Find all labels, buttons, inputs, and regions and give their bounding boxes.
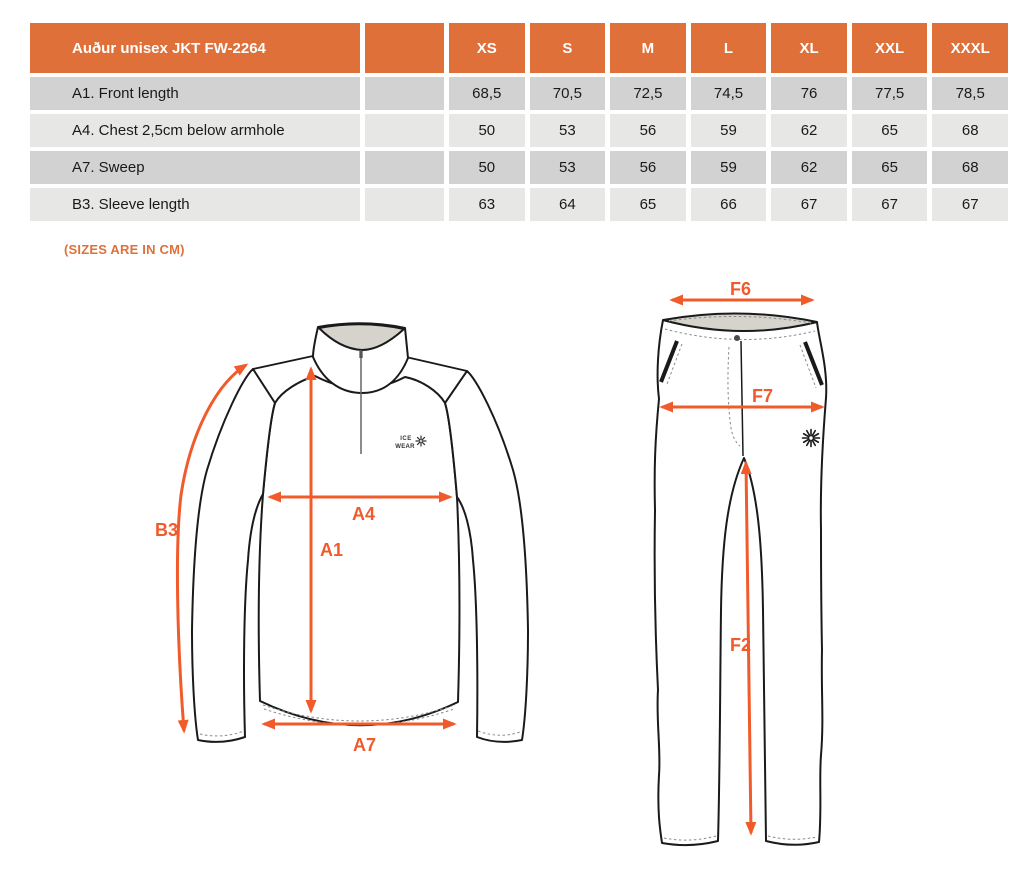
row-label: A1. Front length	[30, 77, 360, 110]
measure-label-f7: F7	[752, 386, 774, 406]
jacket-body	[259, 376, 460, 725]
cell-value: 67	[852, 188, 928, 221]
cell-value: 76	[771, 77, 847, 110]
waist-button	[734, 335, 740, 341]
logo-text-wear: WEAR	[395, 444, 415, 450]
cell-value: 65	[852, 114, 928, 147]
cell-value: 67	[771, 188, 847, 221]
jacket-diagram	[155, 323, 528, 755]
cell-value: 65	[852, 151, 928, 184]
cell-value: 65	[610, 188, 686, 221]
cell-value: 62	[771, 151, 847, 184]
row-label: B3. Sleeve length	[30, 188, 360, 221]
row-label: A4. Chest 2,5cm below armhole	[30, 114, 360, 147]
cell-value: 74,5	[691, 77, 767, 110]
pants-diagram	[655, 279, 827, 845]
cell-value: 50	[449, 114, 525, 147]
measure-label-f2: F2	[730, 635, 752, 655]
cell-value: 62	[771, 114, 847, 147]
cell-value: 68	[932, 114, 1008, 147]
size-header-xxxl: XXXL	[932, 23, 1008, 73]
cell-value: 59	[691, 114, 767, 147]
cell-value: 68,5	[449, 77, 525, 110]
cell-value: 66	[691, 188, 767, 221]
cell-value: 77,5	[852, 77, 928, 110]
table-title: Auður unisex JKT FW-2264	[30, 23, 360, 73]
cell-value: 50	[449, 151, 525, 184]
cell-value: 63	[449, 188, 525, 221]
cell-value: 68	[932, 151, 1008, 184]
left-shoulder-seam	[253, 356, 313, 369]
logo-text-ice: ICE	[400, 436, 412, 442]
cell-value: 53	[530, 151, 606, 184]
size-header-l: L	[691, 23, 767, 73]
row-label: A7. Sweep	[30, 151, 360, 184]
cell-value: 56	[610, 114, 686, 147]
measure-label-f6: F6	[730, 279, 752, 299]
cell-value: 67	[932, 188, 1008, 221]
size-header-xxl: XXL	[852, 23, 928, 73]
measure-label-a1: A1	[320, 540, 344, 560]
size-header-xl: XL	[771, 23, 847, 73]
measure-label-a7: A7	[353, 735, 377, 755]
pants-outline	[655, 320, 827, 845]
sizes-unit-note: (SIZES ARE IN CM)	[64, 242, 185, 257]
size-header-m: M	[610, 23, 686, 73]
right-shoulder-seam	[406, 357, 467, 371]
size-header-s: S	[530, 23, 606, 73]
measure-label-a4: A4	[352, 504, 376, 524]
cell-value: 59	[691, 151, 767, 184]
cell-value: 56	[610, 151, 686, 184]
cell-value: 64	[530, 188, 606, 221]
cell-value: 72,5	[610, 77, 686, 110]
cell-value: 53	[530, 114, 606, 147]
cell-value: 78,5	[932, 77, 1008, 110]
cell-value: 70,5	[530, 77, 606, 110]
measure-label-b3: B3	[155, 520, 179, 540]
size-header-xs: XS	[449, 23, 525, 73]
